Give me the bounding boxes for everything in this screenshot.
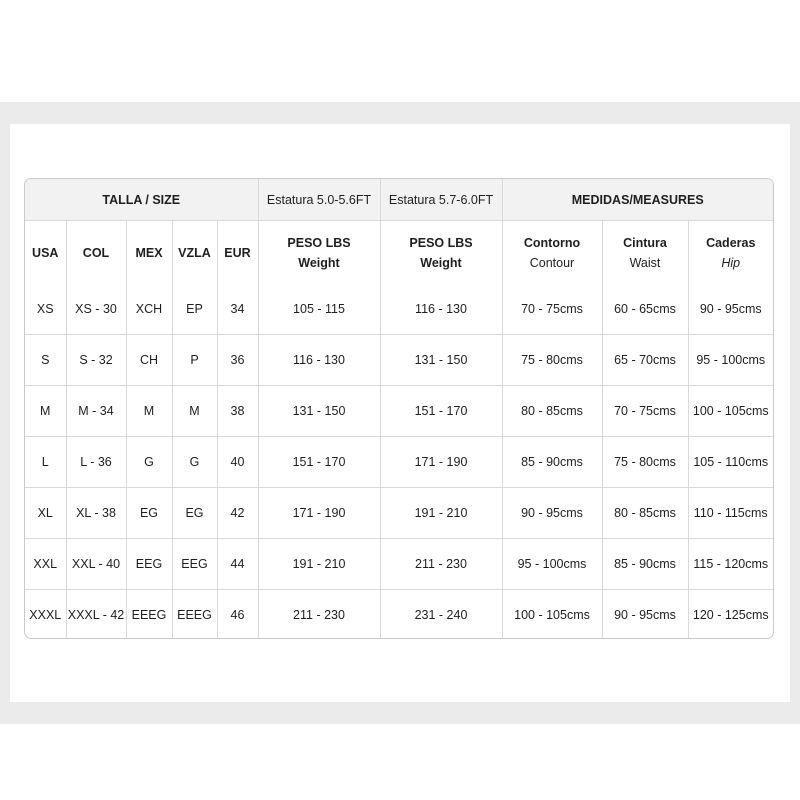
caderas-cell: 90 - 95cms bbox=[688, 284, 773, 335]
usa-cell: XXL bbox=[25, 539, 66, 590]
col-cell: XS - 30 bbox=[66, 284, 126, 335]
caderas-header bbox=[688, 221, 773, 285]
usa-cell: M bbox=[25, 386, 66, 437]
peso2-cell: 131 - 150 bbox=[380, 335, 502, 386]
group-header-row bbox=[25, 179, 773, 221]
table-row bbox=[25, 335, 773, 386]
size-table bbox=[25, 179, 773, 639]
vzla-cell: G bbox=[172, 437, 217, 488]
contorno-cell: 90 - 95cms bbox=[502, 488, 602, 539]
mex-cell: CH bbox=[126, 335, 172, 386]
talla-header: TALLA / SIZE bbox=[25, 179, 258, 221]
cintura-cell: 90 - 95cms bbox=[602, 590, 688, 640]
usa-cell: L bbox=[25, 437, 66, 488]
contorno-cell: 80 - 85cms bbox=[502, 386, 602, 437]
peso1-cell: 105 - 115 bbox=[258, 284, 380, 335]
mex-cell: EG bbox=[126, 488, 172, 539]
contorno-sublabel: Contour bbox=[529, 255, 575, 270]
table-row bbox=[25, 284, 773, 335]
peso2-cell: 116 - 130 bbox=[380, 284, 502, 335]
contorno-cell: 75 - 80cms bbox=[502, 335, 602, 386]
peso1-header bbox=[258, 221, 380, 285]
caderas-cell: 120 - 125cms bbox=[688, 590, 773, 640]
vzla-cell: M bbox=[172, 386, 217, 437]
table-body bbox=[25, 284, 773, 639]
caderas-cell: 100 - 105cms bbox=[688, 386, 773, 437]
caderas-label: Caderas bbox=[706, 235, 756, 250]
peso1-cell: 131 - 150 bbox=[258, 386, 380, 437]
estatura2-header: Estatura 5.7-6.0FT bbox=[380, 179, 502, 221]
col-cell: L - 36 bbox=[66, 437, 126, 488]
mex-cell: G bbox=[126, 437, 172, 488]
eur-cell: 38 bbox=[217, 386, 258, 437]
eur-cell: 36 bbox=[217, 335, 258, 386]
peso2-header bbox=[380, 221, 502, 285]
contorno-cell: 100 - 105cms bbox=[502, 590, 602, 640]
mex-cell: EEG bbox=[126, 539, 172, 590]
mex-cell: EEEG bbox=[126, 590, 172, 640]
peso2-cell: 171 - 190 bbox=[380, 437, 502, 488]
peso2-sublabel: Weight bbox=[420, 255, 462, 270]
peso1-label: PESO LBS bbox=[287, 235, 351, 250]
mex-cell: M bbox=[126, 386, 172, 437]
caderas-sublabel: Hip bbox=[721, 255, 741, 270]
col-header: COL bbox=[66, 221, 126, 285]
peso2-cell: 191 - 210 bbox=[380, 488, 502, 539]
table-row bbox=[25, 386, 773, 437]
column-header-row bbox=[25, 221, 773, 285]
peso1-sublabel: Weight bbox=[298, 255, 340, 270]
contorno-header bbox=[502, 221, 602, 285]
cintura-cell: 75 - 80cms bbox=[602, 437, 688, 488]
usa-cell: XS bbox=[25, 284, 66, 335]
peso1-cell: 116 - 130 bbox=[258, 335, 380, 386]
peso1-cell: 171 - 190 bbox=[258, 488, 380, 539]
col-cell: XL - 38 bbox=[66, 488, 126, 539]
mex-cell: XCH bbox=[126, 284, 172, 335]
vzla-cell: EG bbox=[172, 488, 217, 539]
cintura-cell: 60 - 65cms bbox=[602, 284, 688, 335]
eur-cell: 40 bbox=[217, 437, 258, 488]
caderas-cell: 95 - 100cms bbox=[688, 335, 773, 386]
cintura-sublabel: Waist bbox=[629, 255, 661, 270]
col-cell: M - 34 bbox=[66, 386, 126, 437]
contorno-cell: 95 - 100cms bbox=[502, 539, 602, 590]
peso2-cell: 231 - 240 bbox=[380, 590, 502, 640]
contorno-cell: 70 - 75cms bbox=[502, 284, 602, 335]
size-chart bbox=[24, 178, 774, 639]
table-row bbox=[25, 539, 773, 590]
table-row bbox=[25, 488, 773, 539]
caderas-cell: 105 - 110cms bbox=[688, 437, 773, 488]
col-cell: XXXL - 42 bbox=[66, 590, 126, 640]
peso1-cell: 211 - 230 bbox=[258, 590, 380, 640]
usa-cell: XXXL bbox=[25, 590, 66, 640]
cintura-label: Cintura bbox=[623, 235, 667, 250]
medidas-header: MEDIDAS/MEASURES bbox=[502, 179, 773, 221]
cintura-cell: 80 - 85cms bbox=[602, 488, 688, 539]
usa-cell: XL bbox=[25, 488, 66, 539]
contorno-cell: 85 - 90cms bbox=[502, 437, 602, 488]
eur-cell: 44 bbox=[217, 539, 258, 590]
vzla-cell: EP bbox=[172, 284, 217, 335]
cintura-cell: 65 - 70cms bbox=[602, 335, 688, 386]
table-row bbox=[25, 590, 773, 640]
vzla-cell: P bbox=[172, 335, 217, 386]
caderas-cell: 115 - 120cms bbox=[688, 539, 773, 590]
vzla-header: VZLA bbox=[172, 221, 217, 285]
peso2-label: PESO LBS bbox=[409, 235, 473, 250]
vzla-cell: EEG bbox=[172, 539, 217, 590]
cintura-header bbox=[602, 221, 688, 285]
col-cell: XXL - 40 bbox=[66, 539, 126, 590]
vzla-cell: EEEG bbox=[172, 590, 217, 640]
peso1-cell: 191 - 210 bbox=[258, 539, 380, 590]
eur-cell: 34 bbox=[217, 284, 258, 335]
eur-header: EUR bbox=[217, 221, 258, 285]
mex-header: MEX bbox=[126, 221, 172, 285]
peso1-cell: 151 - 170 bbox=[258, 437, 380, 488]
usa-cell: S bbox=[25, 335, 66, 386]
eur-cell: 42 bbox=[217, 488, 258, 539]
cintura-cell: 85 - 90cms bbox=[602, 539, 688, 590]
contorno-label: Contorno bbox=[523, 235, 581, 250]
eur-cell: 46 bbox=[217, 590, 258, 640]
caderas-cell: 110 - 115cms bbox=[688, 488, 773, 539]
usa-header: USA bbox=[25, 221, 66, 285]
peso2-cell: 211 - 230 bbox=[380, 539, 502, 590]
cintura-cell: 70 - 75cms bbox=[602, 386, 688, 437]
peso2-cell: 151 - 170 bbox=[380, 386, 502, 437]
table-row bbox=[25, 437, 773, 488]
col-cell: S - 32 bbox=[66, 335, 126, 386]
estatura1-header: Estatura 5.0-5.6FT bbox=[258, 179, 380, 221]
